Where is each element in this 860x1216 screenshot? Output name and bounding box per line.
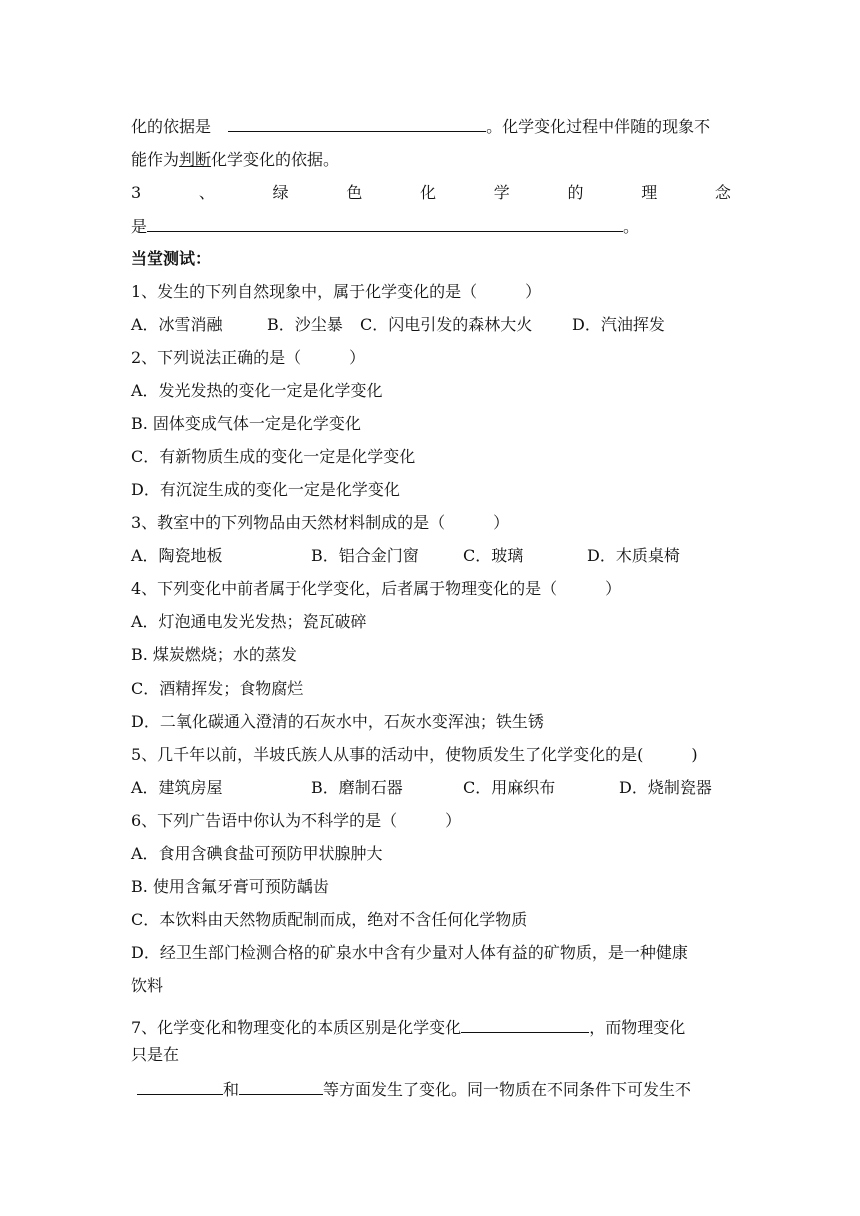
answer-blank xyxy=(228,116,486,132)
options-row xyxy=(131,546,731,566)
option: A．灯泡通电发光发热；瓷瓦破碎 xyxy=(131,612,367,631)
option: A．食用含碘食盐可预防甲状腺肿大 xyxy=(131,844,383,863)
option: D．有沉淀生成的变化一定是化学变化 xyxy=(131,480,400,499)
option: D．二氧化碳通入澄清的石灰水中，石灰水变浑浊；铁生锈 xyxy=(131,712,544,731)
intro-line-2 xyxy=(131,150,731,170)
question-stem: 1、发生的下列自然现象中，属于化学变化的是（ ） xyxy=(131,282,542,301)
q7-text: ，而物理变化 xyxy=(589,1018,686,1037)
q7-text: 7、化学变化和物理变化的本质区别是化学变化 xyxy=(131,1018,462,1037)
answer-blank xyxy=(239,1079,323,1095)
intro-line-3 xyxy=(131,183,731,203)
intro-text: 是 xyxy=(131,217,148,236)
intro-text: 化的依据是 xyxy=(131,117,212,136)
option: B．磨制石器 xyxy=(311,778,403,797)
option: D．汽油挥发 xyxy=(572,315,665,334)
option: A．发光发热的变化一定是化学变化 xyxy=(131,381,383,400)
options-row xyxy=(131,778,731,798)
option: 饮料 xyxy=(131,976,164,995)
option: B．沙尘暴 xyxy=(267,315,343,334)
option: A．建筑房屋 xyxy=(131,778,223,797)
option: D．木质桌椅 xyxy=(587,546,680,565)
spread-char: 念 xyxy=(714,183,731,202)
option: C．本饮料由天然物质配制而成，绝对不含任何化学物质 xyxy=(131,910,528,929)
answer-blank xyxy=(461,1017,589,1033)
option: B. 使用含氟牙膏可预防龋齿 xyxy=(131,877,329,896)
option: D．烧制瓷器 xyxy=(619,778,712,797)
section-title: 当堂测试： xyxy=(131,249,212,268)
question-stem: 6、下列广告语中你认为不科学的是（ ） xyxy=(131,811,462,830)
spread-char: 的 xyxy=(567,183,584,202)
q7-text: 和 xyxy=(223,1080,240,1099)
options-row xyxy=(131,315,731,335)
spread-char: 绿 xyxy=(272,183,289,202)
intro-text: 。化学变化过程中伴随的现象不 xyxy=(486,117,711,136)
intro-text: 能作为 xyxy=(131,150,180,169)
spread-char: 化 xyxy=(420,183,437,202)
option: B．铝合金门窗 xyxy=(311,546,419,565)
intro-line-4 xyxy=(131,216,731,237)
spread-char: 学 xyxy=(493,183,510,202)
question-stem: 5、几千年以前，半坡氏族人从事的活动中，使物质发生了化学变化的是( ) xyxy=(131,745,698,764)
option: B. 固体变成气体一定是化学变化 xyxy=(131,414,361,433)
spread-char: 、 xyxy=(198,183,215,202)
question-stem: 4、下列变化中前者属于化学变化，后者属于物理变化的是（ ） xyxy=(131,579,622,598)
question-stem xyxy=(131,1017,731,1038)
spread-char: 色 xyxy=(346,183,363,202)
option: A．冰雪消融 xyxy=(131,315,223,334)
option: C．用麻织布 xyxy=(463,778,556,797)
answer-blank xyxy=(137,1079,223,1095)
question-stem: 2、下列说法正确的是（ ） xyxy=(131,348,366,367)
spread-char: 理 xyxy=(641,183,658,202)
q7-line-2: 只是在 xyxy=(131,1045,180,1064)
question-stem: 3、教室中的下列物品由天然材料制成的是（ ） xyxy=(131,513,510,532)
option: B. 煤炭燃烧；水的蒸发 xyxy=(131,645,297,664)
underlined-word: 判断 xyxy=(179,150,212,169)
option: C．玻璃 xyxy=(463,546,524,565)
intro-text: 化学变化的依据。 xyxy=(211,150,340,169)
q7-text: 等方面发生了变化。同一物质在不同条件下可发生不 xyxy=(323,1080,692,1099)
answer-blank xyxy=(147,216,623,232)
intro-line-1 xyxy=(131,116,731,137)
intro-text: 。 xyxy=(623,217,640,236)
option: D．经卫生部门检测合格的矿泉水中含有少量对人体有益的矿物质，是一种健康 xyxy=(131,943,688,962)
option: C．酒精挥发；食物腐烂 xyxy=(131,679,304,698)
spread-char: 3 xyxy=(131,183,142,202)
option: C．有新物质生成的变化一定是化学变化 xyxy=(131,447,416,466)
option: C．闪电引发的森林大火 xyxy=(360,315,533,334)
q7-line-3 xyxy=(131,1079,731,1100)
option: A．陶瓷地板 xyxy=(131,546,223,565)
